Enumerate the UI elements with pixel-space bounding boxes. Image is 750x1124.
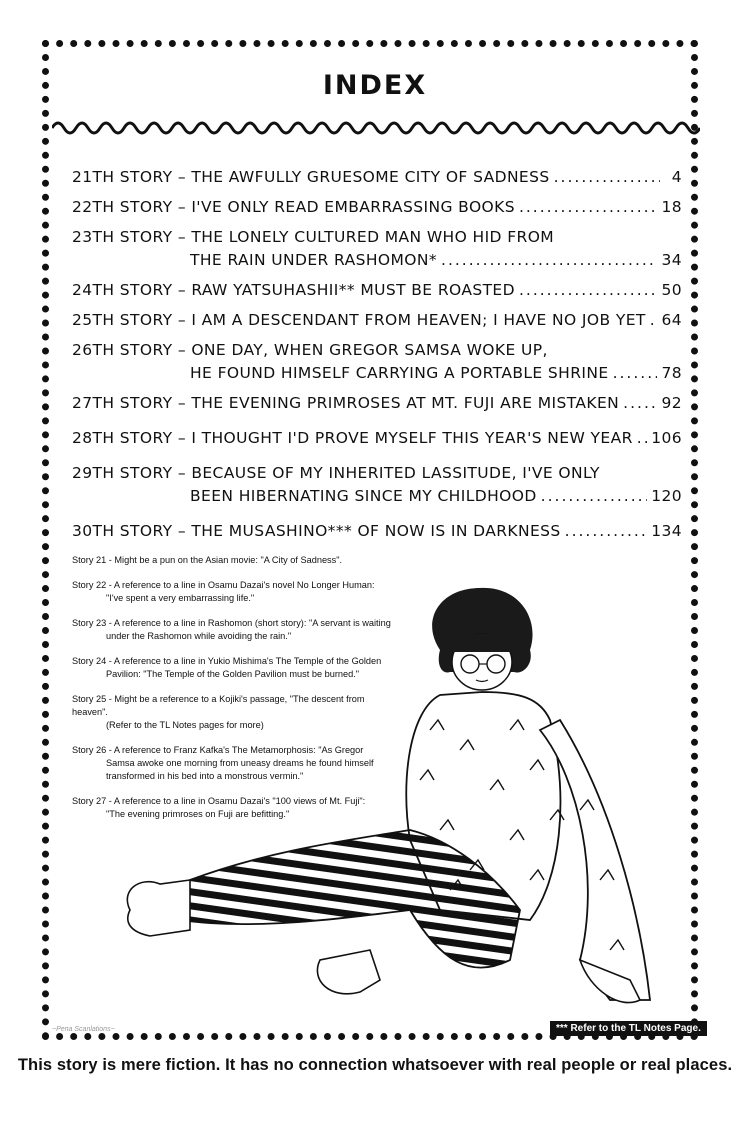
- scanlation-credit: ~Pena Scanlations~: [52, 1026, 115, 1033]
- dot-leader: [541, 485, 648, 508]
- toc-page-number: 50: [661, 281, 682, 299]
- note-label: Story 23: [72, 618, 109, 628]
- toc-entry-title: 27TH STORY – THE EVENING PRIMROSES AT MT. FUJI ARE MISTAKEN: [72, 394, 620, 412]
- toc-entry: [72, 520, 682, 543]
- note-text: - A reference to a line in Osamu Dazai's novel No Longer Human:: [108, 580, 375, 590]
- toc-entry-title: 25TH STORY – I AM A DESCENDANT FROM HEAVEN; I HAVE NO JOB YET: [72, 311, 646, 329]
- toc-page-number: 18: [661, 198, 682, 216]
- note-text: "The evening primroses on Fuji are befitting.": [106, 809, 290, 819]
- note-label: Story 24: [72, 656, 109, 666]
- note-text: Samsa awoke one morning from uneasy dreams he found himself: [106, 758, 374, 768]
- toc-entry-title: HE FOUND HIMSELF CARRYING A PORTABLE SHRINE: [190, 364, 609, 382]
- toc-page-number: 64: [661, 311, 682, 329]
- note-text: - A reference to Franz Kafka's The Metamorphosis: "As Gregor: [108, 745, 364, 755]
- table-of-contents: [72, 166, 682, 543]
- note-text: (Refer to the TL Notes pages for more): [106, 720, 264, 730]
- note-label: Story 27: [72, 796, 109, 806]
- toc-entry-title: 29TH STORY – BECAUSE OF MY INHERITED LASSITUDE, I'VE ONLY: [72, 464, 600, 482]
- toc-entry-title: BEEN HIBERNATING SINCE MY CHILDHOOD: [190, 487, 537, 505]
- toc-page-number: 78: [661, 364, 682, 382]
- toc-page-number: 92: [661, 394, 682, 412]
- tl-notes-reference: *** Refer to the TL Notes Page.: [550, 1021, 707, 1036]
- character-illustration: [110, 580, 670, 1040]
- note-text: - A reference to a line in Yukio Mishima's The Temple of the Golden: [108, 656, 382, 666]
- toc-page-number: 34: [661, 251, 682, 269]
- note-label: Story 21: [72, 555, 109, 565]
- toc-entry-title: 30TH STORY – THE MUSASHINO*** OF NOW IS IN DARKNESS: [72, 522, 561, 540]
- toc-entry-title: 23TH STORY – THE LONELY CULTURED MAN WHO HID FROM: [72, 228, 555, 246]
- dot-leader: [441, 249, 657, 272]
- dot-leader: [637, 427, 647, 450]
- toc-entry: [72, 309, 682, 332]
- dot-leader: [519, 196, 658, 219]
- toc-page-number: 134: [651, 522, 682, 540]
- toc-page-number: 4: [671, 168, 682, 186]
- toc-entry-title: 24TH STORY – RAW YATSUHASHII** MUST BE ROASTED: [72, 281, 515, 299]
- toc-entry-title: THE RAIN UNDER RASHOMON*: [190, 251, 438, 269]
- toc-page-number: 106: [651, 429, 682, 447]
- toc-entry: [72, 427, 682, 450]
- note-text: under the Rashomon while avoiding the rain.": [106, 631, 292, 641]
- toc-entry: [72, 166, 682, 189]
- dot-leader: [519, 279, 658, 302]
- dot-leader: [565, 520, 648, 543]
- note-text: "I've spent a very embarrassing life.": [106, 593, 255, 603]
- toc-entry-title: 21TH STORY – THE AWFULLY GRUESOME CITY OF SADNESS: [72, 168, 550, 186]
- page-title: INDEX: [322, 70, 428, 101]
- note-label: Story 25: [72, 694, 109, 704]
- note-label: Story 26: [72, 745, 109, 755]
- dot-leader: [623, 392, 657, 415]
- note-text: Pavilion: "The Temple of the Golden Pavilion must be burned.": [106, 669, 360, 679]
- toc-entry: [72, 462, 682, 508]
- dot-leader: [650, 309, 658, 332]
- note-text: transformed in his bed into a monstrous vermin.": [106, 771, 304, 781]
- toc-page-number: 120: [651, 487, 682, 505]
- fiction-disclaimer: This story is mere fiction. It has no connection whatsoever with real people or real places.: [17, 1056, 733, 1074]
- toc-entry-title: 22TH STORY – I'VE ONLY READ EMBARRASSING BOOKS: [72, 198, 515, 216]
- toc-entry: [72, 279, 682, 302]
- toc-entry-title: 26TH STORY – ONE DAY, WHEN GREGOR SAMSA WOKE UP,: [72, 341, 548, 359]
- dot-leader: [613, 362, 658, 385]
- note-text: - A reference to a line in Osamu Dazai's "100 views of Mt. Fuji":: [108, 796, 366, 806]
- toc-entry: [72, 339, 682, 385]
- note-item: [72, 554, 402, 567]
- toc-entry: [72, 392, 682, 415]
- note-text: - Might be a pun on the Asian movie: "A City of Sadness".: [108, 555, 343, 565]
- note-text: - A reference to a line in Rashomon (short story): "A servant is waiting: [108, 618, 391, 628]
- dot-leader: [554, 166, 660, 189]
- toc-entry: [72, 226, 682, 272]
- wavy-divider: [52, 114, 700, 142]
- toc-entry: [72, 196, 682, 219]
- note-label: Story 22: [72, 580, 109, 590]
- note-text: - Might be a reference to a Kojiki's passage, "The descent from heaven".: [72, 694, 365, 717]
- toc-entry-title: 28TH STORY – I THOUGHT I'D PROVE MYSELF THIS YEAR'S NEW YEAR: [72, 429, 633, 447]
